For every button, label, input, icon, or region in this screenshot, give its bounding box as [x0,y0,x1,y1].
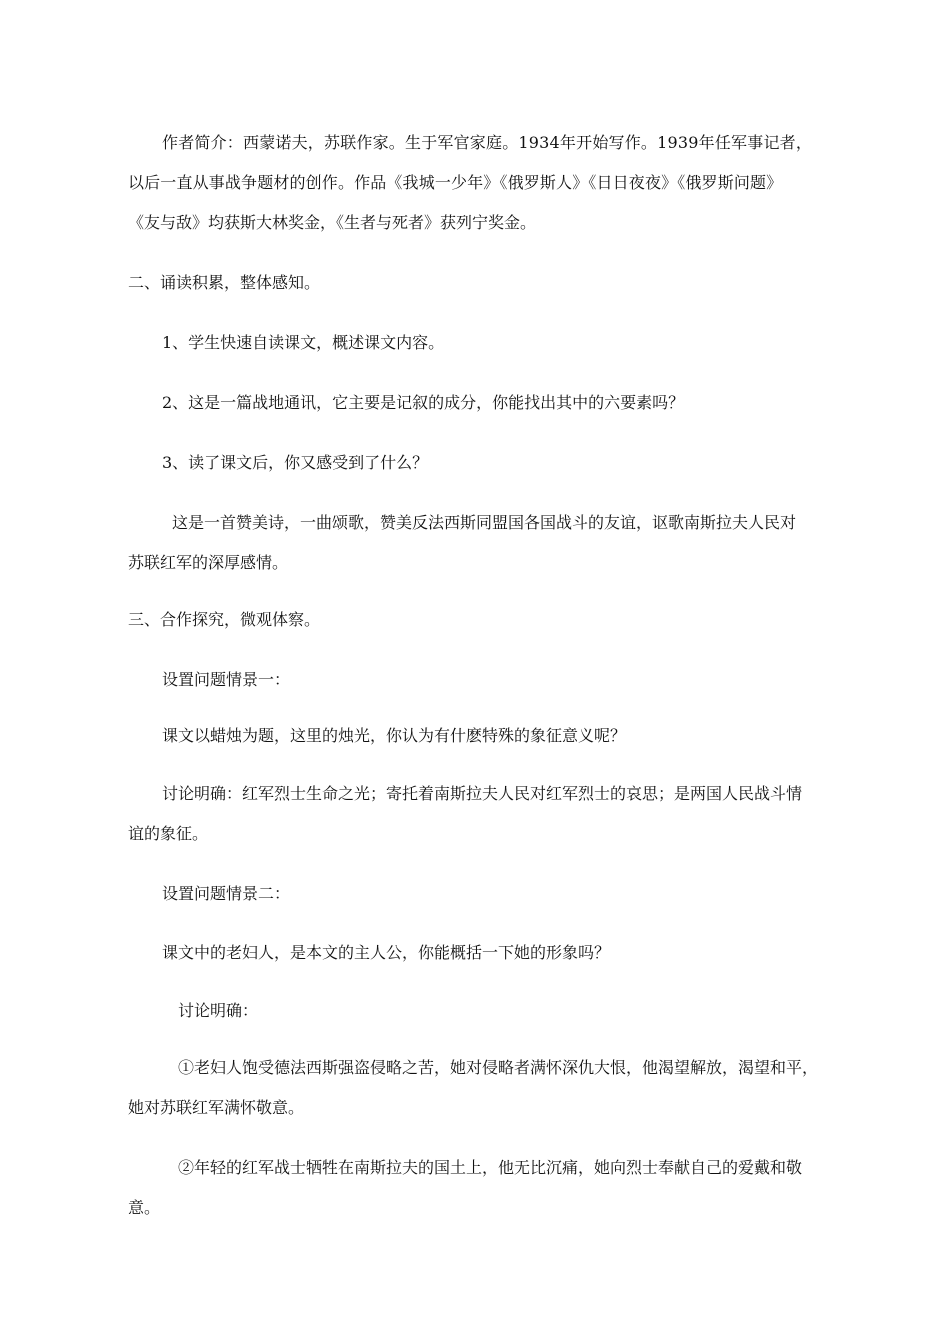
section-heading-3: 三、合作探究，微观体察。 [128,610,321,629]
scene-1-question: 课文以蜡烛为题，这里的烛光，你认为有什麽特殊的象征意义呢？ [162,726,627,745]
scene-1-answer-line-1: 讨论明确：红军烈士生命之光；寄托着南斯拉夫人民对红军烈士的哀思；是两国人民战斗情 [162,784,803,803]
question-1: 1、学生快速自读课文，概述课文内容。 [162,333,445,352]
scene-1-title: 设置问题情景一： [162,670,291,689]
intro-line-3: 《友与敌》均获斯大林奖金，《生者与死者》获列宁奖金。 [128,213,537,232]
intro-line-2: 以后一直从事战争题材的创作。作品《我城一少年》《俄罗斯人》《日日夜夜》《俄罗斯问题》 [128,173,783,192]
scene-2-title: 设置问题情景二： [162,884,291,903]
answer-line-1: 这是一首赞美诗，一曲颂歌，赞美反法西斯同盟国各国战斗的友谊，讴歌南斯拉夫人民对 [172,513,797,532]
intro-line-1: 作者简介：西蒙诺夫，苏联作家。生于军官家庭。1934年开始写作。1939年任军事记者， [162,133,813,152]
section-heading-2: 二、诵读积累，整体感知。 [128,273,321,292]
point-1-line-2: 她对苏联红军满怀敬意。 [128,1098,305,1117]
point-1-line-1: ①老妇人饱受德法西斯强盗侵略之苦，她对侵略者满怀深仇大恨，他渴望解放，渴望和平， [178,1058,819,1077]
point-2-line-1: ②年轻的红军战士牺牲在南斯拉夫的国土上，他无比沉痛，她向烈士奉献自己的爱戴和敬 [178,1158,803,1177]
scene-2-answer-label: 讨论明确： [178,1001,259,1020]
point-2-line-2: 意。 [128,1198,161,1217]
scene-2-question: 课文中的老妇人，是本文的主人公，你能概括一下她的形象吗？ [162,943,611,962]
answer-line-2: 苏联红军的深厚感情。 [128,553,289,572]
question-3: 3、读了课文后，你又感受到了什么？ [162,453,429,472]
question-2: 2、这是一篇战地通讯，它主要是记叙的成分，你能找出其中的六要素吗？ [162,393,685,412]
scene-1-answer-line-2: 谊的象征。 [128,824,209,843]
